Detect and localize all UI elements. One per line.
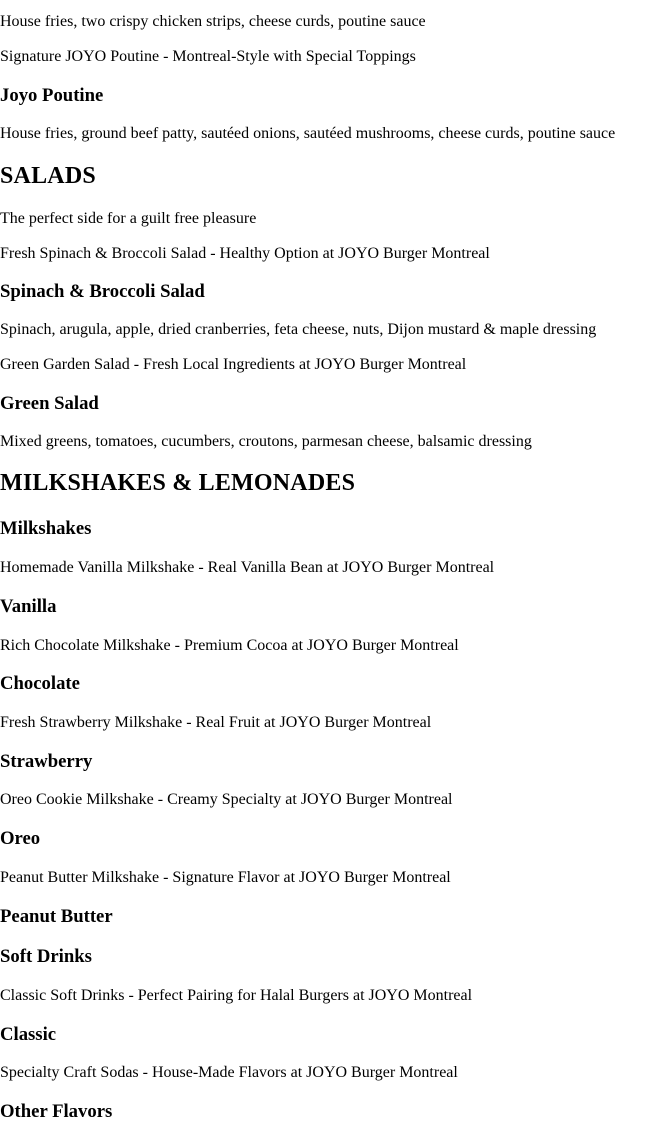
menu-item-name: Vanilla [0,596,57,617]
menu-item-image [0,637,459,655]
image-alt-text: Classic Soft Drinks - Perfect Pairing for Halal Burgers at JOYO Montreal [0,987,473,1004]
image-alt-text: Homemade Vanilla Milkshake - Real Vanilla Bean at JOYO Burger Montreal [0,559,495,576]
menu-item-description: Spinach, arugula, apple, dried cranberries, feta cheese, nuts, Dijon mustard & maple dressing [0,321,597,338]
menu-item-description: House fries, two crispy chicken strips, cheese curds, poutine sauce [0,13,426,30]
menu-item-name: Spinach & Broccoli Salad [0,281,205,302]
menu-item-image [0,559,494,577]
image-alt-text: Rich Chocolate Milkshake - Premium Cocoa at JOYO Burger Montreal [0,637,459,654]
menu-item-name: Green Salad [0,393,99,414]
menu-item-image [0,245,490,263]
subsection-heading-milkshakes: Milkshakes [0,518,92,539]
menu-item-name: Chocolate [0,673,80,694]
image-alt-text: Oreo Cookie Milkshake - Creamy Specialty at JOYO Burger Montreal [0,791,453,808]
image-alt-text: Fresh Strawberry Milkshake - Real Fruit at JOYO Burger Montreal [0,714,432,731]
menu-item-image [0,869,451,887]
menu-item-description: Mixed greens, tomatoes, cucumbers, croutons, parmesan cheese, balsamic dressing [0,433,532,450]
menu-item-description: House fries, ground beef patty, sautéed onions, sautéed mushrooms, cheese curds, poutine sauce [0,125,616,142]
image-alt-text: Fresh Spinach & Broccoli Salad - Healthy Option at JOYO Burger Montreal [0,245,490,262]
menu-item-name: Classic [0,1024,57,1045]
section-heading-drinks: MILKSHAKES & LEMONADES [0,470,356,496]
menu-item-name: Strawberry [0,751,93,772]
image-alt-text: Specialty Craft Sodas - House-Made Flavors at JOYO Burger Montreal [0,1064,458,1081]
menu-item-image [0,48,416,66]
section-tagline: The perfect side for a guilt free pleasure [0,210,257,227]
menu-item-image [0,791,453,809]
image-alt-text: Signature JOYO Poutine - Montreal-Style with Special Toppings [0,48,416,65]
menu-item-image [0,356,466,374]
menu-item-name: Peanut Butter [0,906,113,927]
section-heading-salads: SALADS [0,163,96,189]
subsection-heading-soft-drinks: Soft Drinks [0,946,92,967]
image-alt-text: Peanut Butter Milkshake - Signature Flavor at JOYO Burger Montreal [0,869,451,886]
menu-item-image [0,714,431,732]
menu-item-image [0,1064,458,1082]
image-alt-text: Green Garden Salad - Fresh Local Ingredients at JOYO Burger Montreal [0,356,467,373]
menu-item-name: Oreo [0,828,41,849]
menu-item-name: Other Flavors [0,1101,113,1122]
menu-item-name: Joyo Poutine [0,85,104,106]
menu-item-image [0,987,472,1005]
